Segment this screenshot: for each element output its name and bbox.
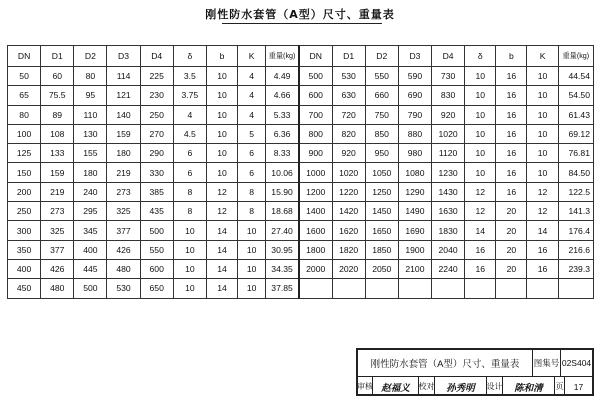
table-cell: 1000 [299, 163, 332, 182]
table-cell: 14 [465, 221, 496, 240]
page-label: 页 [554, 377, 564, 396]
table-cell: 54.50 [558, 86, 593, 105]
table-cell: 1650 [365, 221, 398, 240]
table-cell: 10 [173, 279, 206, 298]
table-cell: 141.3 [558, 202, 593, 221]
table-cell: 16 [496, 105, 527, 124]
table-cell: 426 [41, 259, 74, 278]
table-cell: 10 [238, 279, 266, 298]
table-cell [365, 279, 398, 298]
table-cell: 790 [398, 105, 431, 124]
column-header: D2 [74, 46, 107, 67]
table-cell [398, 279, 431, 298]
table-cell: 10 [173, 259, 206, 278]
table-cell: 75.5 [41, 86, 74, 105]
table-cell: 290 [140, 144, 173, 163]
table-cell [432, 279, 465, 298]
table-cell: 850 [365, 124, 398, 143]
column-header: D1 [332, 46, 365, 67]
table-row [8, 259, 594, 278]
table-cell: 920 [332, 144, 365, 163]
table-cell: 1400 [299, 202, 332, 221]
table-cell: 660 [365, 86, 398, 105]
column-header: D4 [140, 46, 173, 67]
table-cell: 273 [107, 182, 140, 201]
table-cell: 16 [465, 240, 496, 259]
column-header: 重量(kg) [266, 46, 299, 67]
table-cell: 690 [398, 86, 431, 105]
table-row [8, 86, 594, 105]
table-cell: 89 [41, 105, 74, 124]
table-cell: 10 [465, 86, 496, 105]
table-cell: 4 [173, 105, 206, 124]
table-cell: 14 [206, 279, 237, 298]
table-cell: 108 [41, 124, 74, 143]
table-cell: 4.66 [266, 86, 299, 105]
table-cell: 240 [74, 182, 107, 201]
table-cell: 34.35 [266, 259, 299, 278]
table-cell: 650 [140, 279, 173, 298]
table-cell: 1600 [299, 221, 332, 240]
table-cell: 50 [8, 67, 41, 86]
column-header: b [206, 46, 237, 67]
table-cell [465, 279, 496, 298]
table-cell: 37.85 [266, 279, 299, 298]
column-header: DN [8, 46, 41, 67]
table-cell: 8.33 [266, 144, 299, 163]
table-cell: 295 [74, 202, 107, 221]
table-cell: 500 [299, 67, 332, 86]
table-cell: 1290 [398, 182, 431, 201]
review-signature: 赵福义 [372, 377, 418, 396]
table-cell: 2240 [432, 259, 465, 278]
table-cell: 239.3 [558, 259, 593, 278]
table-cell: 600 [140, 259, 173, 278]
table-cell: 122.5 [558, 182, 593, 201]
table-cell: 980 [398, 144, 431, 163]
check-label: 校对 [418, 377, 434, 396]
table-cell: 1230 [432, 163, 465, 182]
table-cell: 1830 [432, 221, 465, 240]
table-cell: 200 [8, 182, 41, 201]
column-header: b [496, 46, 527, 67]
table-cell: 530 [332, 67, 365, 86]
table-cell: 250 [8, 202, 41, 221]
table-cell: 10 [527, 144, 558, 163]
table-cell: 6 [238, 144, 266, 163]
page-number: 17 [564, 377, 592, 396]
design-signature: 陈和清 [502, 377, 554, 396]
table-cell: 10 [465, 67, 496, 86]
table-cell: 377 [41, 240, 74, 259]
table-cell: 10 [206, 105, 237, 124]
column-header: DN [299, 46, 332, 67]
column-header: D4 [432, 46, 465, 67]
table-cell: 10 [527, 163, 558, 182]
table-cell [558, 279, 593, 298]
table-cell: 20 [496, 221, 527, 240]
table-cell: 12 [527, 202, 558, 221]
table-cell: 14 [206, 240, 237, 259]
table-cell: 16 [527, 259, 558, 278]
table-cell: 325 [41, 221, 74, 240]
table-cell: 10 [206, 144, 237, 163]
table-cell: 530 [107, 279, 140, 298]
table-cell [332, 279, 365, 298]
table-cell: 400 [8, 259, 41, 278]
table-cell: 1050 [365, 163, 398, 182]
table-cell: 450 [8, 279, 41, 298]
table-cell: 1420 [332, 202, 365, 221]
table-cell: 159 [107, 124, 140, 143]
table-cell: 2040 [432, 240, 465, 259]
table-cell: 8 [238, 182, 266, 201]
table-cell [496, 279, 527, 298]
table-cell: 10 [238, 240, 266, 259]
table-cell: 16 [496, 67, 527, 86]
table-cell: 820 [332, 124, 365, 143]
column-header: D1 [41, 46, 74, 67]
column-header: δ [173, 46, 206, 67]
table-cell: 10 [238, 221, 266, 240]
table-cell: 80 [8, 105, 41, 124]
table-cell: 8 [173, 182, 206, 201]
table-cell: 300 [8, 221, 41, 240]
table-cell: 10 [527, 67, 558, 86]
table-cell: 900 [299, 144, 332, 163]
table-cell: 10 [465, 105, 496, 124]
table-cell: 114 [107, 67, 140, 86]
table-cell: 730 [432, 67, 465, 86]
table-cell: 4.49 [266, 67, 299, 86]
column-header: D3 [398, 46, 431, 67]
table-cell: 385 [140, 182, 173, 201]
table-cell: 180 [74, 163, 107, 182]
table-cell: 950 [365, 144, 398, 163]
table-cell: 10 [173, 221, 206, 240]
table-cell: 176.4 [558, 221, 593, 240]
table-row [8, 182, 594, 201]
table-row [8, 124, 594, 143]
table-cell: 225 [140, 67, 173, 86]
table-cell: 133 [41, 144, 74, 163]
table-cell: 10 [527, 124, 558, 143]
table-cell: 10 [527, 86, 558, 105]
table-cell: 16 [496, 163, 527, 182]
table-cell: 6 [238, 163, 266, 182]
table-cell: 377 [107, 221, 140, 240]
table-cell: 426 [107, 240, 140, 259]
table-cell: 800 [299, 124, 332, 143]
table-cell: 12 [206, 182, 237, 201]
table-cell: 330 [140, 163, 173, 182]
table-cell: 155 [74, 144, 107, 163]
table-cell: 60 [41, 67, 74, 86]
table-cell: 750 [365, 105, 398, 124]
table-row [8, 163, 594, 182]
table-cell: 1120 [432, 144, 465, 163]
table-cell: 1080 [398, 163, 431, 182]
table-cell: 95 [74, 86, 107, 105]
page-title: 刚性防水套管（A型）尺寸、重量表 [205, 8, 395, 21]
table-cell: 5.33 [266, 105, 299, 124]
table-row [8, 67, 594, 86]
table-cell: 159 [41, 163, 74, 182]
check-signature: 孙秀明 [434, 377, 486, 396]
table-cell: 1690 [398, 221, 431, 240]
table-cell: 125 [8, 144, 41, 163]
table-cell: 3.5 [173, 67, 206, 86]
table-cell: 345 [74, 221, 107, 240]
table-cell: 270 [140, 124, 173, 143]
table-cell: 480 [41, 279, 74, 298]
table-cell: 1200 [299, 182, 332, 201]
table-cell: 16 [496, 144, 527, 163]
table-cell: 3.75 [173, 86, 206, 105]
table-cell: 76.81 [558, 144, 593, 163]
table-cell: 20 [496, 240, 527, 259]
table-cell: 219 [107, 163, 140, 182]
table-cell: 100 [8, 124, 41, 143]
table-cell: 2000 [299, 259, 332, 278]
table-row [8, 240, 594, 259]
table-cell: 1250 [365, 182, 398, 201]
table-cell: 140 [107, 105, 140, 124]
table-cell: 1820 [332, 240, 365, 259]
table-cell: 6 [173, 163, 206, 182]
table-cell: 920 [432, 105, 465, 124]
table-cell: 1900 [398, 240, 431, 259]
table-cell: 10 [465, 163, 496, 182]
table-cell: 1020 [432, 124, 465, 143]
design-label: 设计 [486, 377, 502, 396]
table-cell: 16 [465, 259, 496, 278]
table-cell: 550 [365, 67, 398, 86]
table-row [8, 144, 594, 163]
atlas-number: 02S404 [560, 350, 592, 376]
atlas-label: 图集号 [532, 350, 560, 376]
table-cell: 10 [465, 124, 496, 143]
table-cell: 130 [74, 124, 107, 143]
table-cell: 8 [238, 202, 266, 221]
table-cell: 18.68 [266, 202, 299, 221]
table-cell: 30.95 [266, 240, 299, 259]
table-cell: 2050 [365, 259, 398, 278]
table-cell: 230 [140, 86, 173, 105]
table-cell: 590 [398, 67, 431, 86]
table-row [8, 202, 594, 221]
table-cell: 10 [206, 124, 237, 143]
table-cell: 6.36 [266, 124, 299, 143]
table-cell: 20 [496, 202, 527, 221]
table-cell: 14 [527, 221, 558, 240]
table-cell: 1450 [365, 202, 398, 221]
table-cell: 44.54 [558, 67, 593, 86]
table-cell: 15.90 [266, 182, 299, 201]
table-cell [527, 279, 558, 298]
table-cell: 27.40 [266, 221, 299, 240]
column-header: D3 [107, 46, 140, 67]
table-cell: 10 [206, 67, 237, 86]
table-cell: 325 [107, 202, 140, 221]
table-cell: 1620 [332, 221, 365, 240]
table-cell: 700 [299, 105, 332, 124]
table-cell: 84.50 [558, 163, 593, 182]
table-cell: 400 [74, 240, 107, 259]
table-cell: 10 [206, 163, 237, 182]
table-cell: 16 [496, 182, 527, 201]
table-cell: 216.6 [558, 240, 593, 259]
table-cell: 250 [140, 105, 173, 124]
table-cell: 219 [41, 182, 74, 201]
column-header: 重量(kg) [558, 46, 593, 67]
table-cell: 10.06 [266, 163, 299, 182]
table-cell: 12 [465, 182, 496, 201]
table-row [8, 279, 594, 298]
table-cell: 14 [206, 259, 237, 278]
table-cell: 16 [496, 86, 527, 105]
table-cell [299, 279, 332, 298]
drawing-name: 刚性防水套管（A型）尺寸、重量表 [370, 359, 520, 370]
table-cell: 500 [140, 221, 173, 240]
table-cell: 350 [8, 240, 41, 259]
table-cell: 720 [332, 105, 365, 124]
table-cell: 5 [238, 124, 266, 143]
table-cell: 1020 [332, 163, 365, 182]
table-cell: 180 [107, 144, 140, 163]
table-cell: 1800 [299, 240, 332, 259]
table-cell: 1850 [365, 240, 398, 259]
table-cell: 4.5 [173, 124, 206, 143]
table-cell: 4 [238, 86, 266, 105]
table-row [8, 221, 594, 240]
table-cell: 10 [173, 240, 206, 259]
column-header: K [527, 46, 558, 67]
column-header: K [238, 46, 266, 67]
table-cell: 500 [74, 279, 107, 298]
table-cell: 10 [238, 259, 266, 278]
table-cell: 6 [173, 144, 206, 163]
table-cell: 12 [527, 182, 558, 201]
table-cell: 110 [74, 105, 107, 124]
table-header-row [8, 46, 594, 67]
table-cell: 8 [173, 202, 206, 221]
table-cell: 880 [398, 124, 431, 143]
review-label: 审核 [357, 382, 373, 391]
table-cell: 630 [332, 86, 365, 105]
table-cell: 10 [206, 86, 237, 105]
table-cell: 1630 [432, 202, 465, 221]
table-cell: 121 [107, 86, 140, 105]
table-cell: 445 [74, 259, 107, 278]
table-row [8, 105, 594, 124]
table-cell: 65 [8, 86, 41, 105]
table-cell: 20 [496, 259, 527, 278]
table-cell: 550 [140, 240, 173, 259]
table-cell: 600 [299, 86, 332, 105]
title-block [356, 348, 594, 396]
table-cell: 435 [140, 202, 173, 221]
table-cell: 14 [206, 221, 237, 240]
table-cell: 4 [238, 105, 266, 124]
table-cell: 1490 [398, 202, 431, 221]
table-cell: 12 [206, 202, 237, 221]
column-header: D2 [365, 46, 398, 67]
table-cell: 273 [41, 202, 74, 221]
table-cell: 830 [432, 86, 465, 105]
title-underline [222, 23, 382, 24]
dimension-weight-table [7, 45, 594, 299]
table-cell: 61.43 [558, 105, 593, 124]
table-cell: 2100 [398, 259, 431, 278]
table-cell: 16 [527, 240, 558, 259]
table-cell: 12 [465, 202, 496, 221]
table-cell: 16 [496, 124, 527, 143]
table-cell: 2020 [332, 259, 365, 278]
table-cell: 10 [527, 105, 558, 124]
column-header: δ [465, 46, 496, 67]
table-cell: 150 [8, 163, 41, 182]
table-cell: 69.12 [558, 124, 593, 143]
table-cell: 1220 [332, 182, 365, 201]
table-cell: 1430 [432, 182, 465, 201]
table-cell: 4 [238, 67, 266, 86]
table-cell: 10 [465, 144, 496, 163]
table-cell: 80 [74, 67, 107, 86]
table-cell: 480 [107, 259, 140, 278]
